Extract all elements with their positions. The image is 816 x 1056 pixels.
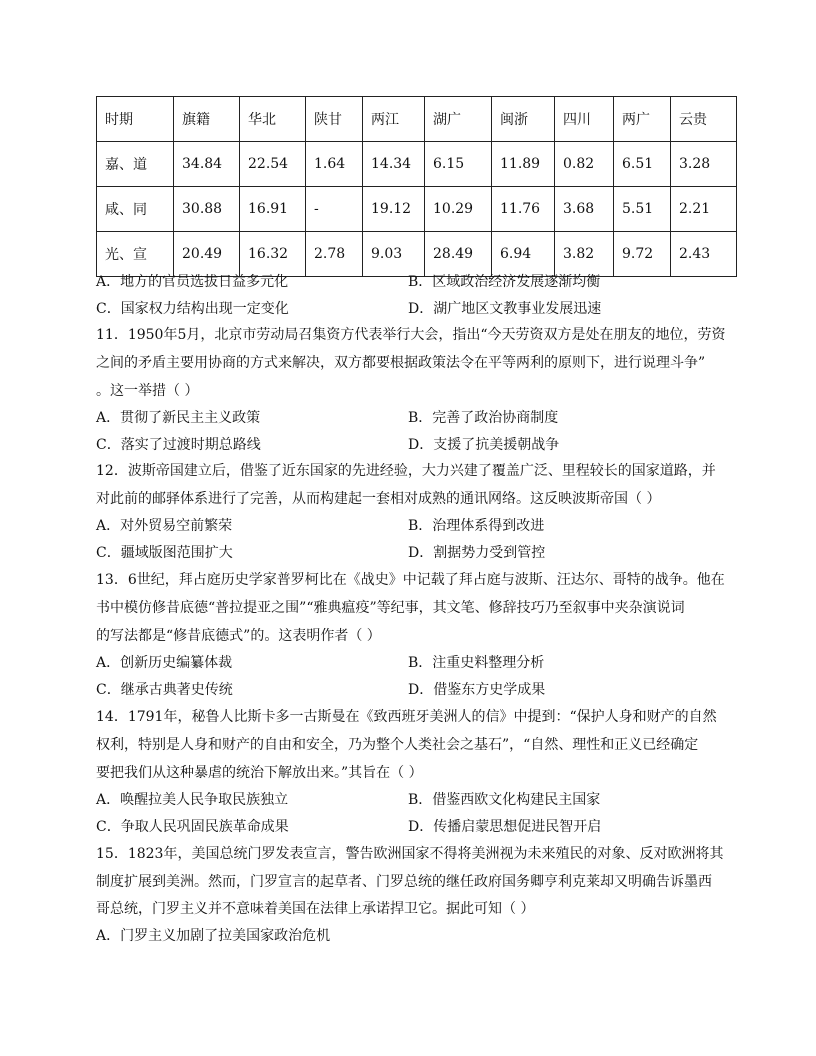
table-cell: 19.12 [363, 187, 425, 232]
q14-stem-line-3: 要把我们从这种暴虐的统治下解放出来。”其旨在（ ） [96, 765, 423, 781]
table-cell: 9.03 [363, 232, 425, 277]
table-cell: 6.94 [492, 232, 555, 277]
table-cell: 9.72 [614, 232, 671, 277]
table-row [97, 142, 737, 187]
table-header-row [97, 97, 737, 142]
q14-option-a[interactable]: A．唤醒拉美人民争取民族独立 [96, 792, 289, 808]
q13-stem-line-2: 书中模仿修昔底德“普拉提亚之围”“雅典瘟疫”等纪事，其文笔、修辞技巧乃至叙事中夹杂演说词 [96, 600, 685, 616]
q10-option-d[interactable]: D．湖广地区文教事业发展迅速 [408, 301, 602, 317]
q11-stem-line-1: 11．1950年5月，北京市劳动局召集资方代表举行大会，指出“今天劳资双方是处在朋友的地位，劳资 [96, 327, 726, 343]
table-cell: 34.84 [174, 142, 240, 187]
table-cell: 3.68 [555, 187, 614, 232]
q13-option-c[interactable]: C．继承古典著史传统 [96, 682, 233, 698]
q11-stem-line-2: 之间的矛盾主要用协商的方式来解决，双方都要根据政策法令在平等两利的原则下，进行说理斗争” [96, 355, 706, 371]
table-cell: 11.76 [492, 187, 555, 232]
table-header-cell: 闽浙 [492, 97, 555, 142]
table-cell: - [306, 187, 363, 232]
table-cell: 0.82 [555, 142, 614, 187]
table-cell: 14.34 [363, 142, 425, 187]
table-cell: 2.78 [306, 232, 363, 277]
table-header-cell: 两江 [363, 97, 425, 142]
q11-option-b[interactable]: B．完善了政治协商制度 [408, 410, 559, 426]
q10-option-b[interactable]: B．区域政治经济发展逐渐均衡 [408, 274, 601, 290]
official-distribution-table [96, 96, 737, 277]
q14-stem-line-1: 14．1791年，秘鲁人比斯卡多一古斯曼在《致西班牙美洲人的信》中提到：“保护人身和财产的自然 [96, 709, 717, 725]
q12-option-b[interactable]: B．治理体系得到改进 [408, 518, 545, 534]
q12-stem-line-1: 12．波斯帝国建立后，借鉴了近东国家的先进经验，大力兴建了覆盖广泛、里程较长的国家道路，并 [96, 463, 716, 479]
table-cell: 22.54 [240, 142, 306, 187]
table-cell: 20.49 [174, 232, 240, 277]
table-cell: 6.51 [614, 142, 671, 187]
table-header-cell: 时期 [97, 97, 174, 142]
q13-stem-line-1: 13．6世纪，拜占庭历史学家普罗柯比在《战史》中记载了拜占庭与波斯、汪达尔、哥特的战争。他在 [96, 572, 725, 588]
q13-option-d[interactable]: D．借鉴东方史学成果 [408, 682, 546, 698]
q11-option-a[interactable]: A．贯彻了新民主主义政策 [96, 410, 261, 426]
table-header-cell: 两广 [614, 97, 671, 142]
table-row [97, 232, 737, 277]
table-header-cell: 湖广 [425, 97, 492, 142]
q13-option-b[interactable]: B．注重史料整理分析 [408, 655, 545, 671]
q15-stem-line-2: 制度扩展到美洲。然而，门罗宣言的起草者、门罗总统的继任政府国务卿亨利克莱却又明确告诉墨西 [96, 874, 712, 890]
q11-stem-line-3: 。这一举措（ ） [96, 383, 199, 399]
q11-option-c[interactable]: C．落实了过渡时期总路线 [96, 437, 261, 453]
table-cell: 咸、同 [97, 187, 174, 232]
q13-stem-line-3: 的写法都是“修昔底德式”的。这表明作者（ ） [96, 628, 381, 644]
q14-option-c[interactable]: C．争取人民巩固民族革命成果 [96, 819, 289, 835]
table-cell: 28.49 [425, 232, 492, 277]
q14-stem-line-2: 权利，特别是人身和财产的自由和安全，乃为整个人类社会之基石”，“自然、理性和正义已经确定 [96, 737, 699, 753]
table-cell: 嘉、道 [97, 142, 174, 187]
table-header-cell: 旗籍 [174, 97, 240, 142]
table-cell: 3.28 [671, 142, 737, 187]
q15-stem-line-1: 15．1823年，美国总统门罗发表宣言，警告欧洲国家不得将美洲视为未来殖民的对象、反对欧洲将其 [96, 846, 724, 862]
table-header-cell: 四川 [555, 97, 614, 142]
table-cell: 5.51 [614, 187, 671, 232]
table-row [97, 187, 737, 232]
q14-option-b[interactable]: B．借鉴西欧文化构建民主国家 [408, 792, 601, 808]
q12-option-c[interactable]: C．疆域版图范围扩大 [96, 545, 233, 561]
q14-option-d[interactable]: D．传播启蒙思想促进民智开启 [408, 819, 602, 835]
q12-stem-line-2: 对此前的邮驿体系进行了完善，从而构建起一套相对成熟的通讯网络。这反映波斯帝国（ ） [96, 491, 661, 507]
table-cell: 10.29 [425, 187, 492, 232]
q12-option-d[interactable]: D．割据势力受到管控 [408, 545, 546, 561]
table-header-cell: 云贵 [671, 97, 737, 142]
q10-option-a[interactable]: A．地方的官员选拔日益多元化 [96, 274, 289, 290]
table-cell: 30.88 [174, 187, 240, 232]
table-cell: 3.82 [555, 232, 614, 277]
q15-stem-line-3: 哥总统，门罗主义并不意味着美国在法律上承诺捍卫它。据此可知（ ） [96, 901, 535, 917]
table-cell: 6.15 [425, 142, 492, 187]
table-cell: 光、宣 [97, 232, 174, 277]
table-cell: 2.43 [671, 232, 737, 277]
q12-option-a[interactable]: A．对外贸易空前繁荣 [96, 518, 233, 534]
q11-option-d[interactable]: D．支援了抗美援朝战争 [408, 437, 560, 453]
table-cell: 2.21 [671, 187, 737, 232]
q10-option-c[interactable]: C．国家权力结构出现一定变化 [96, 301, 289, 317]
table-cell: 11.89 [492, 142, 555, 187]
table-cell: 16.32 [240, 232, 306, 277]
table-header-cell: 华北 [240, 97, 306, 142]
table-cell: 16.91 [240, 187, 306, 232]
q13-option-a[interactable]: A．创新历史编纂体裁 [96, 655, 233, 671]
table-cell: 1.64 [306, 142, 363, 187]
table-header-cell: 陕甘 [306, 97, 363, 142]
q15-option-a[interactable]: A．门罗主义加剧了拉美国家政治危机 [96, 928, 331, 944]
